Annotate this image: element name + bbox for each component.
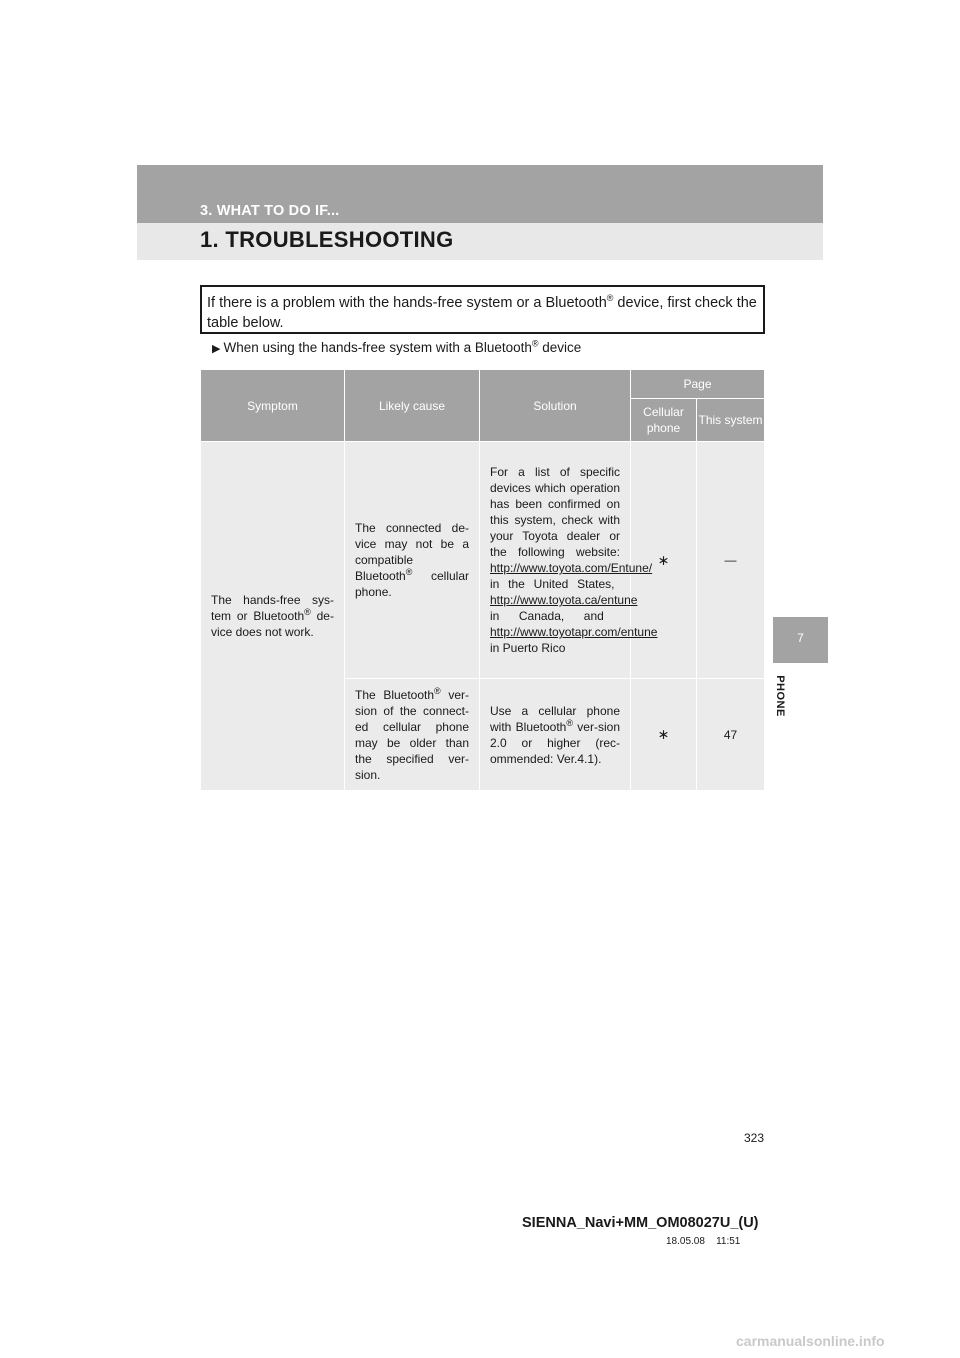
solution-cell [480, 679, 631, 791]
page-title: 1. TROUBLESHOOTING [200, 227, 454, 252]
header-solution: Solution [480, 370, 631, 442]
cause-text-a: The Bluetooth [355, 687, 435, 702]
header-symptom: Symptom [201, 370, 345, 442]
solution-cell [480, 442, 658, 679]
cause-text-b: ver-sion of the connect-ed cellular phone may be older than the specified ver-sion. [355, 687, 470, 782]
subheading-text-after: device [538, 340, 582, 355]
system-page-cell [697, 679, 765, 791]
watermark: carmanualsonline.info [736, 1333, 885, 1349]
chapter-tab [773, 617, 828, 663]
document-code: SIENNA_Navi+MM_OM08027U_(U) [522, 1215, 759, 1231]
toyota-canada-link[interactable]: http://www.toyota.ca/entune [490, 593, 638, 607]
asterisk-mark: ∗ [657, 726, 670, 742]
intro-text-after: device, first check the table below. [207, 295, 757, 331]
toyota-puerto-rico-link[interactable]: http://www.toyotapr.com/entune [490, 625, 658, 639]
solution-text-b: ver-sion 2.0 or higher (rec-ommended: Ver.4.1). [490, 719, 620, 766]
section-header-band [137, 165, 823, 223]
chapter-label: PHONE [774, 675, 786, 717]
solution-pr-text: in Puerto Rico [490, 641, 566, 655]
header-likely-cause: Likely cause [345, 370, 480, 442]
solution-us-text: in the United States, [490, 577, 615, 591]
chapter-number: 7 [797, 631, 804, 645]
header-page: Page [631, 370, 765, 399]
cause-text-b: cellular phone. [355, 569, 469, 599]
cause-cell [345, 679, 480, 791]
cause-reg-mark: ® [434, 685, 441, 696]
symptom-text-a: The hands-free sys-tem or Bluetooth [211, 593, 334, 623]
subheading-reg-mark: ® [531, 338, 539, 349]
system-page-number: 47 [723, 727, 738, 742]
system-page-dash: — [724, 553, 737, 567]
cause-reg-mark: ® [405, 567, 413, 577]
troubleshooting-table [200, 369, 765, 791]
toyota-us-link[interactable]: http://www.toyota.com/Entune/ [490, 561, 653, 575]
header-this-system: This system [697, 399, 765, 442]
cause-text-a: The connected de-vice may not be a compatible Bluetooth [355, 521, 469, 583]
subheading-text-before: When using the hands-free system with a Bluetooth [223, 340, 532, 355]
table-subheading [212, 340, 581, 355]
section-title: 3. WHAT TO DO IF... [200, 203, 340, 219]
solution-text-a: Use a cellular phone with Bluetooth [490, 703, 620, 734]
symptom-reg-mark: ® [304, 607, 311, 617]
solution-reg-mark: ® [566, 717, 573, 728]
document-time: 11:51 [716, 1236, 741, 1247]
solution-text: For a list of specific devices which operation has been confirmed on this system, check with your Toyota dealer or the following website: [490, 465, 620, 559]
chapter-label-container [770, 671, 790, 721]
arrow-right-icon: ▶ [212, 343, 221, 355]
page-number: 323 [744, 1131, 765, 1145]
page-title-band [137, 223, 823, 260]
cause-cell [345, 442, 480, 679]
cellular-page-cell [631, 679, 697, 791]
document-timestamp [666, 1236, 740, 1247]
intro-text-before: If there is a problem with the hands-free system or a Bluetooth [207, 295, 607, 311]
system-page-cell [697, 442, 765, 679]
intro-reg-mark: ® [606, 293, 614, 304]
document-date: 18.05.08 [666, 1236, 705, 1247]
symptom-text-b: de-vice does not work. [211, 609, 334, 639]
header-cellular-phone: Cellular phone [631, 399, 697, 442]
solution-ca-text: in Canada, and [490, 609, 604, 623]
table-row [201, 442, 765, 679]
intro-box [200, 285, 765, 334]
asterisk-mark: ∗ [657, 551, 670, 568]
symptom-cell [201, 442, 345, 791]
